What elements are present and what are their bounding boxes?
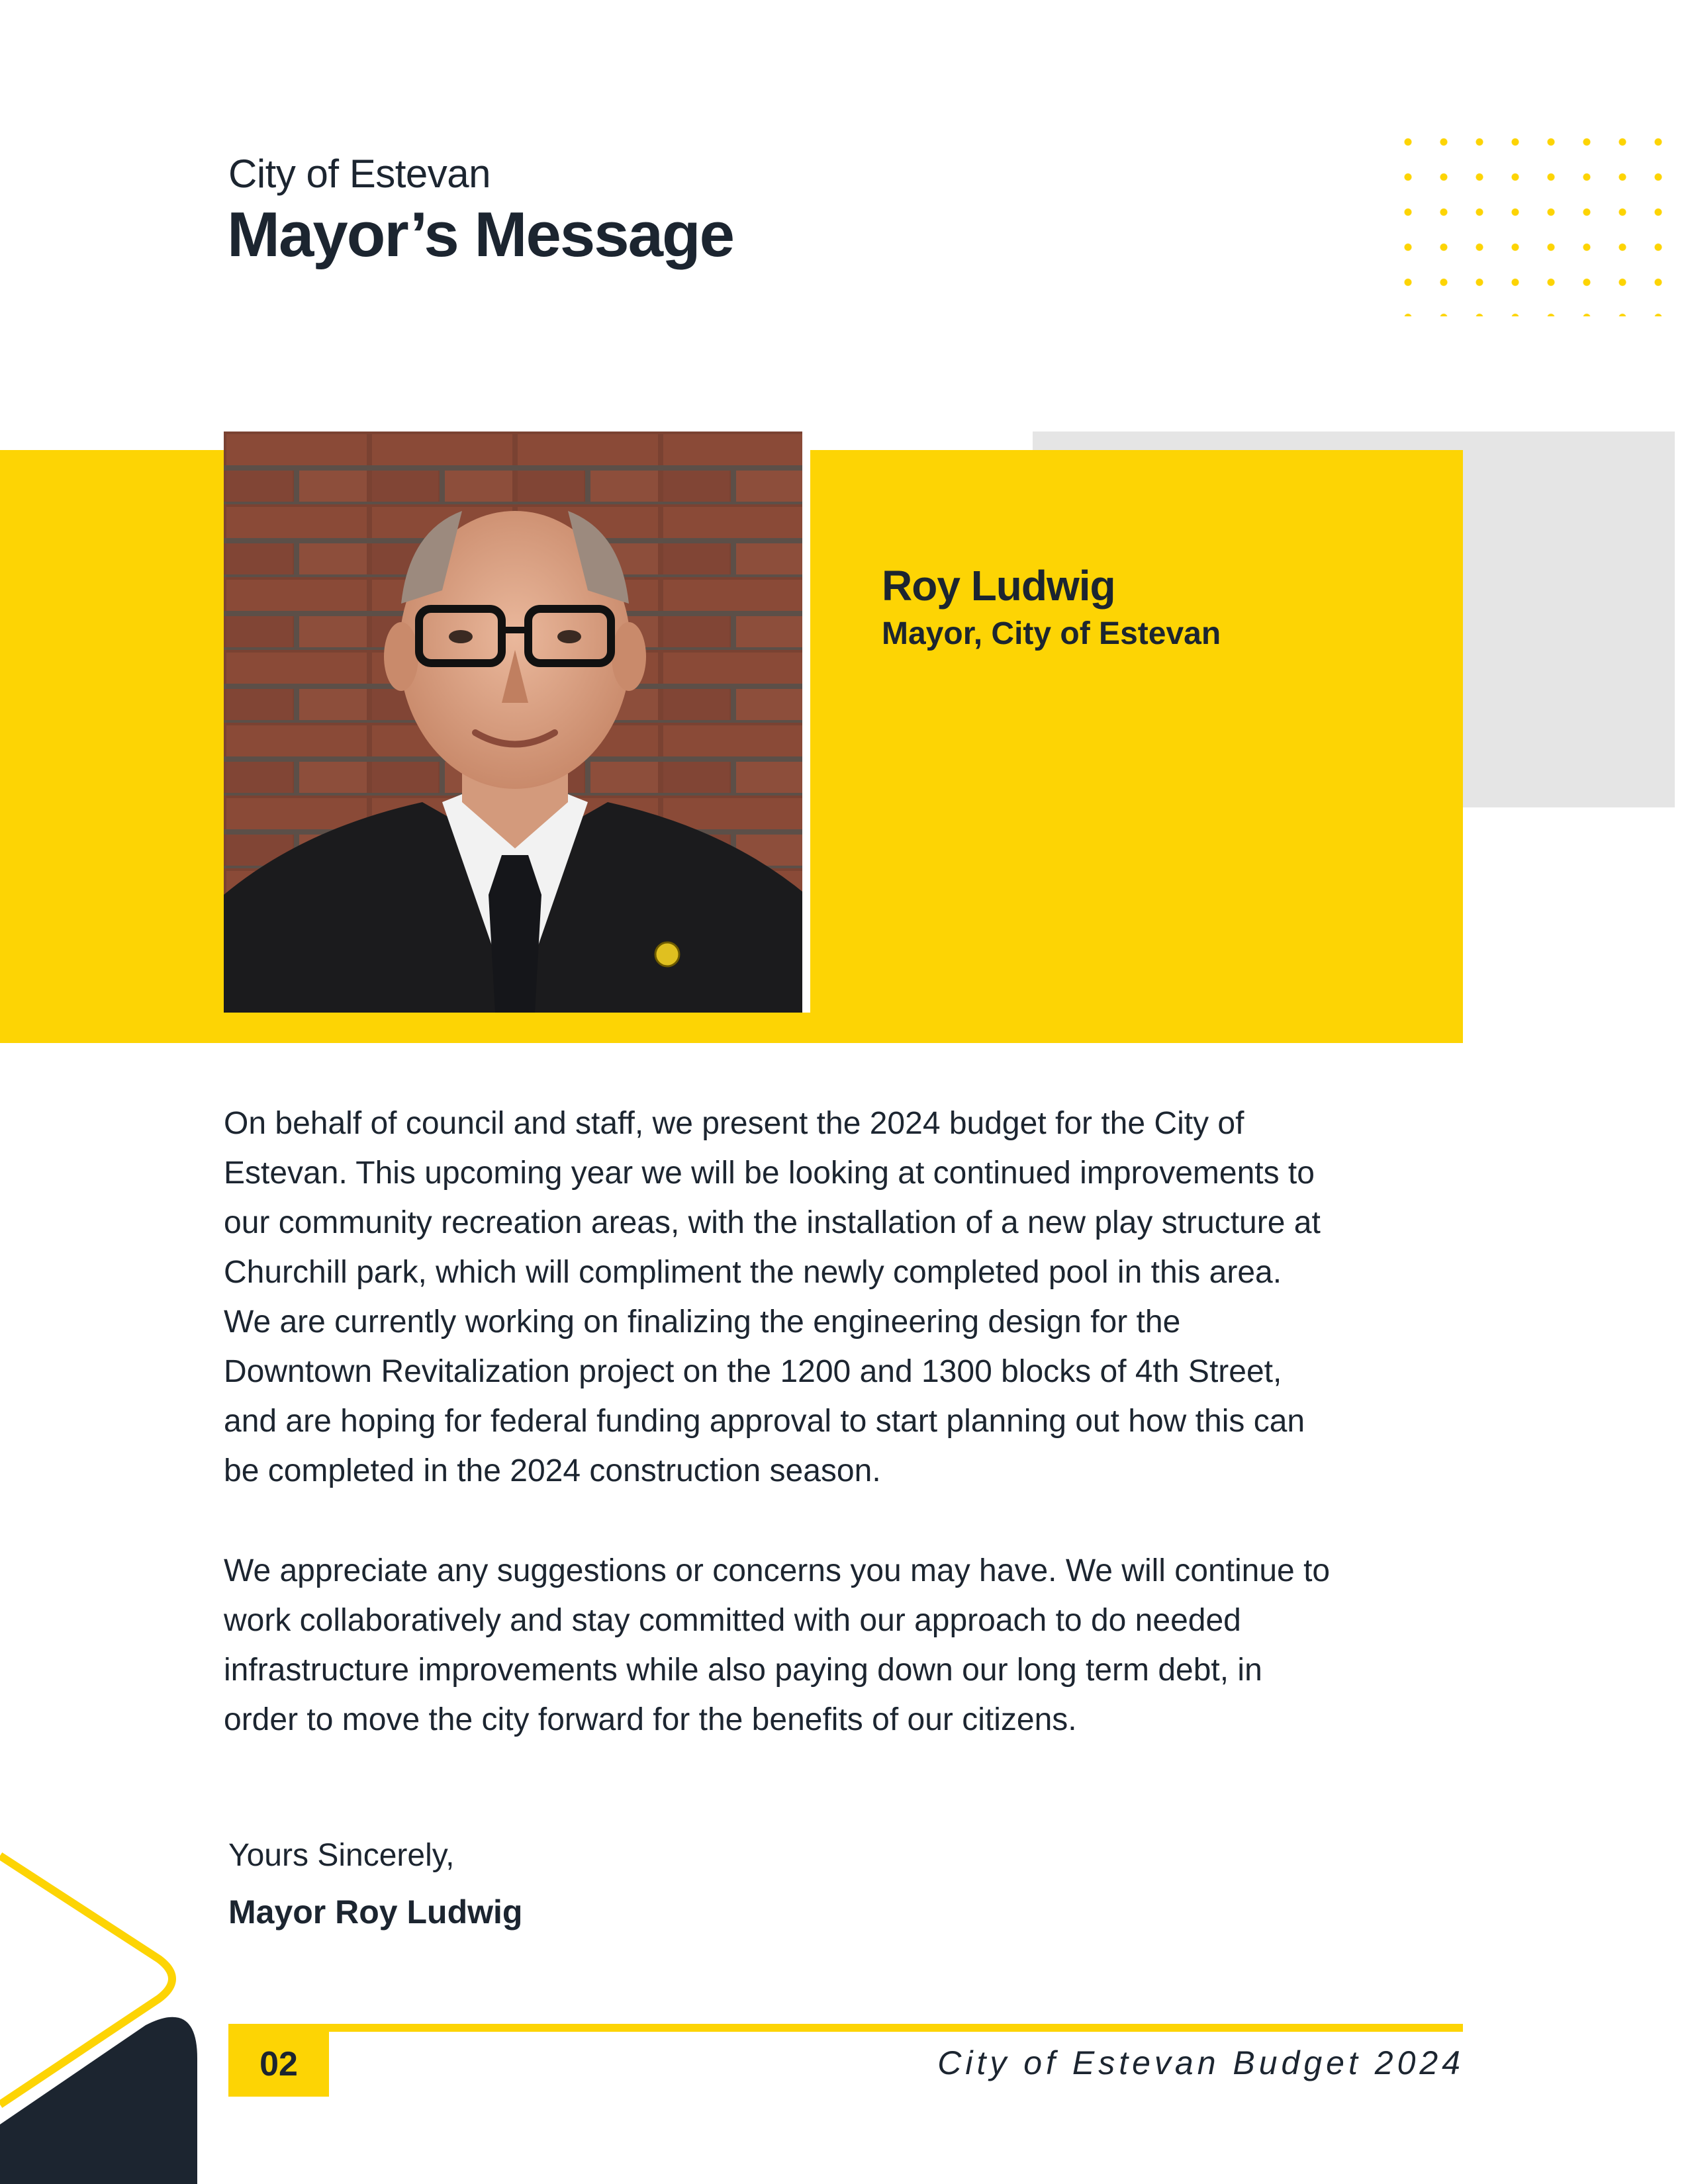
- paragraph-line: our community recreation areas, with the installation of a new play structure at: [224, 1205, 1321, 1240]
- document-subtitle: City of Estevan: [228, 152, 491, 196]
- mayor-portrait-photo: [224, 432, 806, 1013]
- paragraph-line: We appreciate any suggestions or concerns you may have. We will continue to: [224, 1553, 1331, 1588]
- message-paragraph-2: [224, 1546, 1468, 1745]
- paragraph-line: and are hoping for federal funding approval to start planning out how this can: [224, 1404, 1305, 1439]
- decorative-dot-grid: [1390, 124, 1688, 316]
- footer-document-title: City of Estevan Budget 2024: [937, 2044, 1464, 2081]
- paragraph-line: Estevan. This upcoming year we will be looking at continued improvements to: [224, 1156, 1315, 1191]
- page-number: 02: [228, 2032, 329, 2097]
- photo-frame-edge: [802, 432, 810, 1013]
- closing-salutation: Yours Sincerely,: [228, 1838, 455, 1873]
- paragraph-line: Churchill park, which will compliment the newly completed pool in this area.: [224, 1255, 1282, 1290]
- paragraph-line: work collaboratively and stay committed with our approach to do needed: [224, 1603, 1241, 1638]
- paragraph-line: Downtown Revitalization project on the 1200 and 1300 blocks of 4th Street,: [224, 1354, 1282, 1389]
- mayor-name: Roy Ludwig: [882, 562, 1115, 610]
- page-title: Mayor’s Message: [227, 199, 734, 270]
- paragraph-line: infrastructure improvements while also paying down our long term debt, in: [224, 1653, 1262, 1688]
- message-paragraph-1: [224, 1099, 1468, 1496]
- footer-rule: [228, 2024, 1463, 2032]
- signer-name: Mayor Roy Ludwig: [228, 1893, 523, 1931]
- paragraph-line: On behalf of council and staff, we present the 2024 budget for the City of: [224, 1106, 1244, 1141]
- paragraph-line: be completed in the 2024 construction season.: [224, 1453, 881, 1488]
- paragraph-line: We are currently working on finalizing the engineering design for the: [224, 1304, 1181, 1340]
- corner-decoration: [0, 1840, 199, 2184]
- paragraph-line: order to move the city forward for the benefits of our citizens.: [224, 1702, 1077, 1737]
- mayor-role: Mayor, City of Estevan: [882, 616, 1221, 651]
